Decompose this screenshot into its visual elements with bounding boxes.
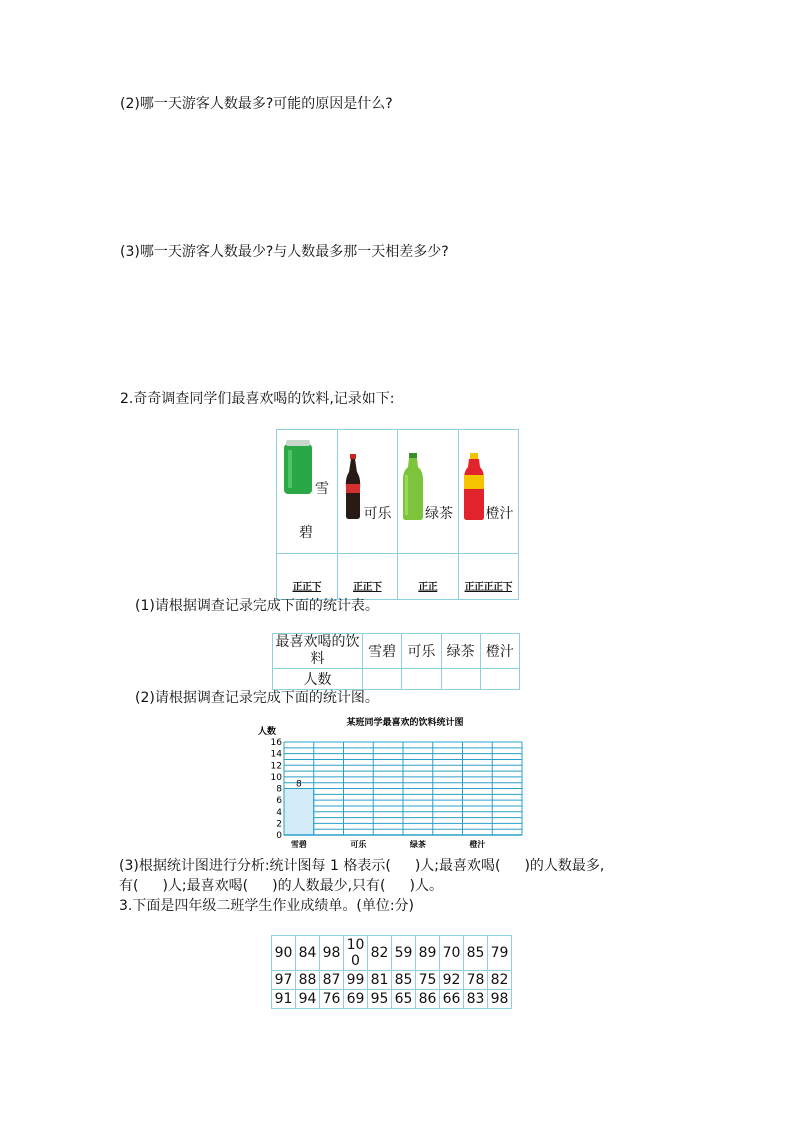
score-cell: 98 <box>320 936 344 971</box>
score-cell: 84 <box>296 936 320 971</box>
question-text: )的人数最少,只有( <box>272 878 386 894</box>
table-row <box>272 971 512 990</box>
question-2-sub-1: (1)请根据调查记录完成下面的统计表。 <box>135 598 379 614</box>
question-text: )的人数最多, <box>524 858 605 874</box>
score-cell: 91 <box>272 990 296 1009</box>
scores-table <box>271 935 512 1009</box>
question-text: (3)根据统计图进行分析:统计图每 1 格表示( <box>119 858 391 874</box>
stats-col-greentea: 绿茶 <box>441 634 480 669</box>
question-2-2: (2)哪一天游客人数最多?可能的原因是什么? <box>120 96 393 112</box>
score-cell: 76 <box>320 990 344 1009</box>
score-cell: 85 <box>392 971 416 990</box>
sprite-can-icon <box>283 440 313 496</box>
y-tick-label: 0 <box>276 831 282 841</box>
question-2-sub-3-line-1 <box>119 856 604 876</box>
tally-orange-juice: 正正正正下 <box>458 554 519 600</box>
chart-title: 某班同学最喜欢的饮料统计图 <box>346 718 464 728</box>
score-cell: 85 <box>464 936 488 971</box>
drink-name-cola: 可乐 <box>363 506 392 522</box>
score-cell: 82 <box>368 936 392 971</box>
drink-cell-sprite <box>277 430 338 554</box>
y-tick-label: 10 <box>270 772 282 783</box>
tally-cola: 正正下 <box>337 554 398 600</box>
score-cell: 98 <box>488 990 512 1009</box>
score-cell: 97 <box>272 971 296 990</box>
question-text: )人;最喜欢喝( <box>162 878 249 894</box>
score-cell: 86 <box>416 990 440 1009</box>
question-2-sub-2: (2)请根据调查记录完成下面的统计图。 <box>135 690 379 706</box>
question-text: )人。 <box>409 878 443 894</box>
score-cell: 99 <box>344 971 368 990</box>
x-tick-label: 雪碧 <box>290 840 307 849</box>
score-cell: 88 <box>296 971 320 990</box>
y-tick-label: 16 <box>270 738 282 748</box>
y-tick-label: 14 <box>270 749 282 760</box>
score-cell: 59 <box>392 936 416 971</box>
score-cell: 87 <box>320 971 344 990</box>
drink-cell-greentea <box>398 430 459 554</box>
score-cell: 81 <box>368 971 392 990</box>
score-cell: 89 <box>416 936 440 971</box>
table-row <box>272 936 512 971</box>
drink-name-orange-juice: 橙汁 <box>485 506 514 522</box>
score-cell: 66 <box>440 990 464 1009</box>
x-tick-label: 绿茶 <box>409 840 426 849</box>
y-axis-label: 人数 <box>258 727 277 737</box>
score-cell: 70 <box>440 936 464 971</box>
y-tick-label: 8 <box>276 784 282 795</box>
stats-col-sprite: 雪碧 <box>363 634 402 669</box>
drink-name-sprite-2: 碧 <box>299 525 313 541</box>
score-cell: 100 <box>344 936 368 971</box>
drink-cell-cola <box>337 430 398 554</box>
question-2-sub-3-line-2 <box>119 876 443 896</box>
orange-juice-bottle-icon <box>462 453 486 521</box>
stats-row-label: 人数 <box>273 669 363 690</box>
tally-greentea: 正正 <box>398 554 459 600</box>
score-cell: 69 <box>344 990 368 1009</box>
tally-sprite: 正正下 <box>277 554 338 600</box>
stats-value-orange-juice[interactable] <box>480 669 519 690</box>
score-cell: 82 <box>488 971 512 990</box>
section-2-title: 2.奇奇调查同学们最喜欢喝的饮料,记录如下: <box>120 391 395 407</box>
y-tick-label: 6 <box>276 796 282 807</box>
drink-cell-orange-juice <box>458 430 519 554</box>
bar-chart <box>256 715 528 855</box>
bar-0 <box>284 789 314 836</box>
question-text: 有( <box>119 878 139 894</box>
stats-value-sprite[interactable] <box>363 669 402 690</box>
stats-value-greentea[interactable] <box>441 669 480 690</box>
table-row <box>272 990 512 1009</box>
stats-table <box>272 633 520 690</box>
survey-record-table <box>276 429 519 600</box>
y-tick-label: 4 <box>276 807 282 818</box>
score-cell: 92 <box>440 971 464 990</box>
y-tick-label: 12 <box>270 761 282 772</box>
x-tick-label: 橙汁 <box>469 840 486 849</box>
question-text: )人;最喜欢喝( <box>414 858 501 874</box>
y-tick-label: 2 <box>276 819 282 830</box>
cola-bottle-icon <box>343 454 363 520</box>
score-cell: 94 <box>296 990 320 1009</box>
score-cell: 65 <box>392 990 416 1009</box>
stats-col-orange-juice: 橙汁 <box>480 634 519 669</box>
score-cell: 83 <box>464 990 488 1009</box>
x-tick-label: 可乐 <box>350 840 367 849</box>
stats-col-cola: 可乐 <box>402 634 441 669</box>
data-label: 8 <box>296 779 302 790</box>
section-3-title: 3.下面是四年级二班学生作业成绩单。(单位:分) <box>119 898 414 914</box>
score-cell: 75 <box>416 971 440 990</box>
stats-header-label: 最喜欢喝的饮料 <box>273 634 363 669</box>
score-cell: 79 <box>488 936 512 971</box>
drink-name-sprite-1: 雪 <box>315 481 329 497</box>
greentea-bottle-icon <box>401 453 425 521</box>
score-cell: 90 <box>272 936 296 971</box>
score-cell: 95 <box>368 990 392 1009</box>
stats-value-cola[interactable] <box>402 669 441 690</box>
question-2-3: (3)哪一天游客人数最少?与人数最多那一天相差多少? <box>120 244 449 260</box>
drink-name-greentea: 绿茶 <box>425 506 453 522</box>
score-cell: 78 <box>464 971 488 990</box>
